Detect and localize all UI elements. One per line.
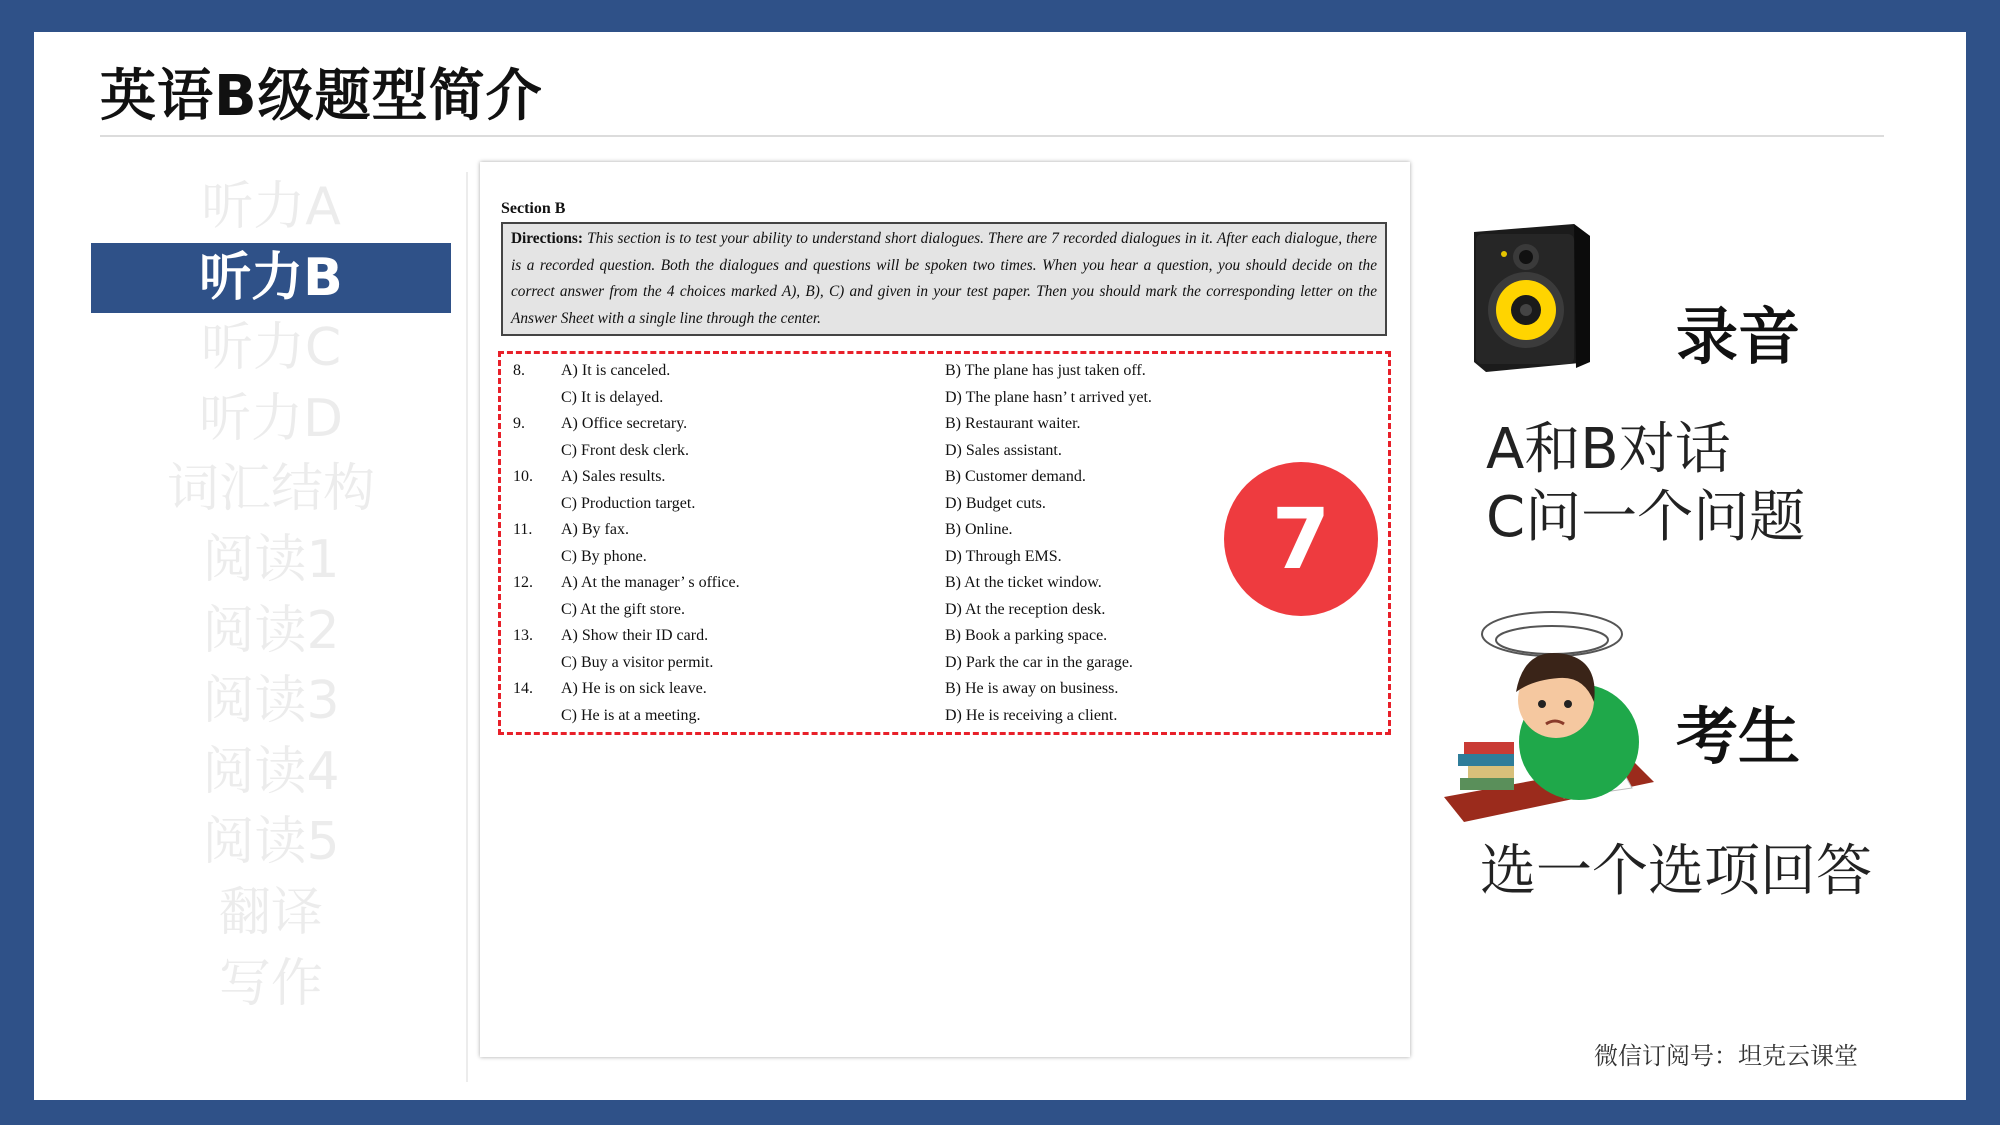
nav-item[interactable]: 听力C: [200, 318, 342, 379]
student-icon: [1434, 592, 1674, 832]
sidebar-nav: [91, 172, 451, 1019]
slide: [34, 32, 1966, 1100]
option-left: C) At the gift store.: [561, 600, 685, 618]
option-left: A) By fax.: [561, 521, 629, 538]
question-row: [513, 597, 1373, 624]
option-right: D) Budget cuts.: [945, 494, 1046, 512]
question-row: [513, 703, 1373, 730]
option-left: C) Front desk clerk.: [561, 441, 689, 459]
exam-document: [480, 162, 1410, 1057]
question-number: 8.: [513, 362, 525, 379]
option-right: B) Book a parking space.: [945, 627, 1108, 644]
count-badge: 7: [1224, 462, 1378, 616]
option-left: C) It is delayed.: [561, 388, 664, 406]
nav-item[interactable]: 写作: [218, 953, 323, 1014]
option-right: B) He is away on business.: [945, 680, 1119, 697]
option-left: A) It is canceled.: [561, 362, 671, 379]
page-title: 英语B级题型简介: [100, 64, 543, 129]
question-number: 10.: [513, 468, 533, 485]
option-right: D) Sales assistant.: [945, 441, 1062, 459]
option-left: C) Buy a visitor permit.: [561, 653, 714, 671]
nav-item[interactable]: 听力A: [201, 177, 341, 237]
nav-divider: [466, 172, 468, 1082]
option-right: D) Through EMS.: [945, 547, 1062, 565]
question-number: 14.: [513, 680, 533, 697]
question-row: [513, 650, 1373, 677]
option-right: B) Restaurant waiter.: [945, 415, 1081, 432]
option-right: B) The plane has just taken off.: [945, 362, 1146, 379]
dialogue-line-2: C问一个问题: [1486, 485, 1806, 550]
nav-item[interactable]: 词汇结构: [166, 459, 375, 520]
title-divider: [100, 135, 1884, 137]
question-row: [513, 411, 1373, 438]
nav-item[interactable]: 翻译: [218, 882, 323, 943]
question-number: 13.: [513, 627, 533, 644]
option-left: C) Production target.: [561, 494, 696, 512]
answer-text: 选一个选项回答: [1480, 839, 1872, 904]
nav-item[interactable]: 阅读2: [202, 600, 340, 661]
option-left: C) By phone.: [561, 547, 647, 565]
question-number: 11.: [513, 521, 533, 538]
question-row: [513, 358, 1373, 385]
question-row: [513, 676, 1373, 703]
option-left: A) At the manager’ s office.: [561, 574, 740, 591]
nav-item[interactable]: 听力B: [91, 243, 451, 314]
option-right: D) Park the car in the garage.: [945, 653, 1133, 671]
question-row: [513, 623, 1373, 650]
nav-item[interactable]: 阅读1: [202, 529, 340, 590]
option-right: D) The plane hasn’ t arrived yet.: [945, 388, 1152, 406]
option-right: B) Online.: [945, 521, 1013, 538]
directions-box: [501, 222, 1387, 336]
dialogue-line-1: A和B对话: [1486, 417, 1731, 482]
option-right: B) At the ticket window.: [945, 574, 1102, 591]
question-row: [513, 385, 1373, 412]
option-left: C) He is at a meeting.: [561, 706, 701, 724]
speaker-icon: [1466, 222, 1594, 372]
nav-item[interactable]: 听力D: [198, 388, 344, 449]
nav-item[interactable]: 阅读3: [202, 671, 340, 732]
question-row: [513, 438, 1373, 465]
section-title: Section B: [501, 200, 566, 217]
candidate-label: 考生: [1676, 700, 1801, 773]
option-left: A) He is on sick leave.: [561, 680, 707, 697]
option-right: D) At the reception desk.: [945, 600, 1106, 618]
question-number: 12.: [513, 574, 533, 591]
question-number: 9.: [513, 415, 525, 432]
option-left: A) Office secretary.: [561, 415, 688, 432]
directions-text: This section is to test your ability to understand short dialogues. There are 7 recorded dialogues in it. After each dialogue, there is a recorded question. Both the dialogues and questions will be spoken two times. When you hear a question, you should decide on the correct answer from the 4 choices marked A), B), C) and given in your test paper. Then you should mark the corresponding letter on the Answer Sheet with a single line through the center.: [511, 230, 1378, 327]
nav-item[interactable]: 阅读4: [202, 741, 340, 802]
option-right: D) He is receiving a client.: [945, 706, 1118, 724]
nav-item[interactable]: 阅读5: [202, 812, 340, 873]
directions-label: Directions:: [511, 230, 583, 247]
footer-subscription: 微信订阅号：坦克云课堂: [1594, 1042, 1858, 1070]
option-left: A) Show their ID card.: [561, 627, 709, 644]
option-left: A) Sales results.: [561, 468, 666, 485]
option-right: B) Customer demand.: [945, 468, 1086, 485]
recording-label: 录音: [1676, 300, 1801, 373]
